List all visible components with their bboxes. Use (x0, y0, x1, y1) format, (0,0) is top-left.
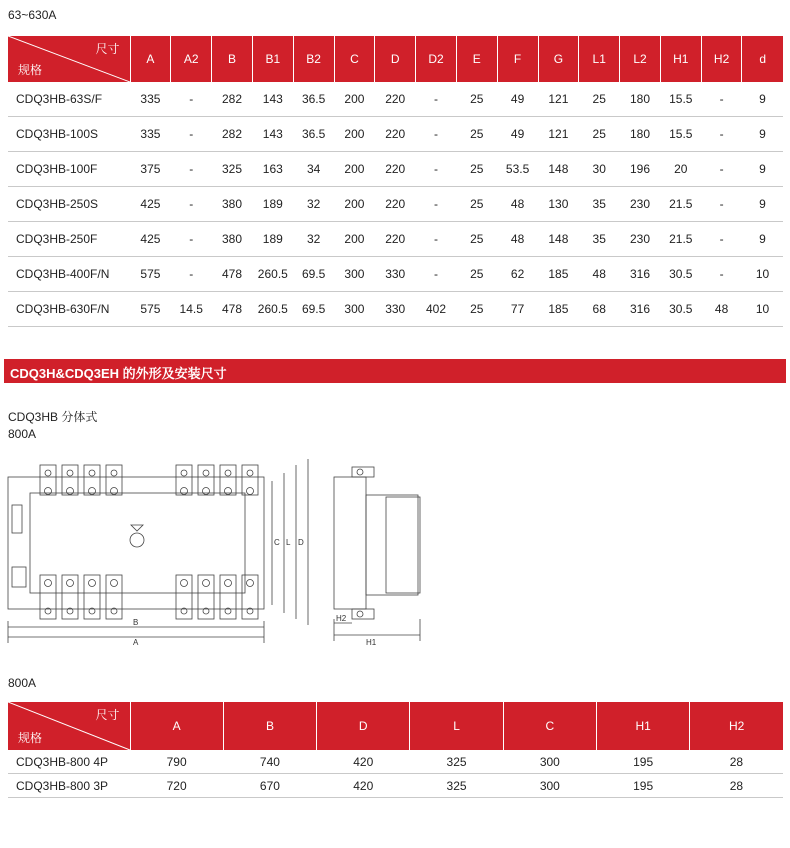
value-cell: 720 (130, 774, 223, 798)
value-cell: 330 (375, 257, 416, 292)
value-cell: 121 (538, 117, 579, 152)
model-cell: CDQ3HB-800 4P (8, 750, 130, 774)
value-cell: 260.5 (252, 292, 293, 327)
value-cell: 163 (252, 152, 293, 187)
model-cell: CDQ3HB-400F/N (8, 257, 130, 292)
side-view (334, 467, 420, 641)
value-cell: 30.5 (660, 292, 701, 327)
value-cell: 25 (456, 152, 497, 187)
value-cell: 200 (334, 187, 375, 222)
model-cell: CDQ3HB-100F (8, 152, 130, 187)
value-cell: 48 (497, 222, 538, 257)
section-label-63-630a: 63~630A (8, 8, 57, 22)
value-cell: 200 (334, 222, 375, 257)
value-cell: 282 (212, 82, 253, 117)
value-cell: 330 (375, 292, 416, 327)
value-cell: 32 (293, 187, 334, 222)
dim-label-h1: H1 (366, 638, 377, 647)
value-cell: 316 (620, 292, 661, 327)
value-cell: - (701, 187, 742, 222)
value-cell: 316 (620, 257, 661, 292)
value-cell: - (171, 117, 212, 152)
value-cell: 20 (660, 152, 701, 187)
table-row (8, 292, 783, 327)
value-cell: 325 (410, 750, 503, 774)
value-cell: - (416, 187, 457, 222)
corner-label-spec: 规格 (18, 63, 43, 77)
value-cell: 143 (252, 82, 293, 117)
value-cell: 230 (620, 187, 661, 222)
value-cell: 9 (742, 117, 783, 152)
value-cell: 380 (212, 187, 253, 222)
value-cell: 425 (130, 187, 171, 222)
column-header: H2 (690, 702, 783, 750)
value-cell: 300 (503, 750, 596, 774)
table-row (8, 152, 783, 187)
value-cell: 200 (334, 82, 375, 117)
value-cell: 185 (538, 257, 579, 292)
section-label-800a: 800A (8, 427, 37, 441)
value-cell: 130 (538, 187, 579, 222)
model-cell: CDQ3HB-100S (8, 117, 130, 152)
value-cell: 325 (410, 774, 503, 798)
column-header: B1 (252, 36, 293, 82)
value-cell: 28 (690, 774, 783, 798)
value-cell: 36.5 (293, 117, 334, 152)
dim-label-b: B (133, 618, 139, 627)
value-cell: - (171, 152, 212, 187)
value-cell: 35 (579, 187, 620, 222)
value-cell: 34 (293, 152, 334, 187)
value-cell: 30 (579, 152, 620, 187)
value-cell: 148 (538, 152, 579, 187)
column-header: B2 (293, 36, 334, 82)
value-cell: 575 (130, 257, 171, 292)
spec-table-800a (8, 702, 783, 798)
column-header: L1 (579, 36, 620, 82)
value-cell: 32 (293, 222, 334, 257)
value-cell: 375 (130, 152, 171, 187)
value-cell: 36.5 (293, 82, 334, 117)
value-cell: 195 (596, 750, 689, 774)
value-cell: - (171, 222, 212, 257)
value-cell: 25 (456, 222, 497, 257)
table-corner-header (8, 702, 130, 750)
dim-label-h2: H2 (336, 614, 347, 623)
value-cell: 14.5 (171, 292, 212, 327)
column-header: H1 (660, 36, 701, 82)
value-cell: 420 (317, 750, 410, 774)
table-row (8, 117, 783, 152)
value-cell: 35 (579, 222, 620, 257)
value-cell: 21.5 (660, 187, 701, 222)
value-cell: 10 (742, 292, 783, 327)
dimension-drawing (0, 455, 470, 655)
column-header: C (503, 702, 596, 750)
column-header: E (456, 36, 497, 82)
value-cell: 196 (620, 152, 661, 187)
value-cell: - (171, 257, 212, 292)
table-row (8, 257, 783, 292)
value-cell: 380 (212, 222, 253, 257)
value-cell: - (171, 82, 212, 117)
banner-title: CDQ3H&CDQ3EH 的外形及安装尺寸 (10, 366, 227, 381)
value-cell: 300 (503, 774, 596, 798)
model-cell: CDQ3HB-250S (8, 187, 130, 222)
value-cell: - (416, 222, 457, 257)
column-header: A2 (171, 36, 212, 82)
value-cell: 189 (252, 222, 293, 257)
value-cell: 189 (252, 187, 293, 222)
value-cell: 200 (334, 152, 375, 187)
column-header: D (317, 702, 410, 750)
value-cell: 69.5 (293, 257, 334, 292)
value-cell: 48 (701, 292, 742, 327)
value-cell: 420 (317, 774, 410, 798)
column-header: F (497, 36, 538, 82)
value-cell: 49 (497, 82, 538, 117)
value-cell: 220 (375, 152, 416, 187)
value-cell: 575 (130, 292, 171, 327)
value-cell: 77 (497, 292, 538, 327)
value-cell: 9 (742, 222, 783, 257)
value-cell: 28 (690, 750, 783, 774)
corner-label-size: 尺寸 (95, 708, 120, 722)
corner-label-spec: 规格 (18, 731, 43, 745)
dim-label-a: A (133, 638, 139, 647)
value-cell: 220 (375, 222, 416, 257)
value-cell: 180 (620, 117, 661, 152)
dim-label-l: L (286, 538, 291, 547)
column-header: D (375, 36, 416, 82)
value-cell: 25 (456, 187, 497, 222)
value-cell: 200 (334, 117, 375, 152)
column-header: H1 (596, 702, 689, 750)
value-cell: 670 (223, 774, 316, 798)
value-cell: - (701, 82, 742, 117)
value-cell: - (416, 257, 457, 292)
value-cell: 49 (497, 117, 538, 152)
value-cell: 25 (456, 82, 497, 117)
section-banner (4, 359, 786, 383)
column-header: G (538, 36, 579, 82)
value-cell: 121 (538, 82, 579, 117)
table-row (8, 82, 783, 117)
dim-label-d: D (298, 538, 304, 547)
value-cell: 335 (130, 117, 171, 152)
table-corner-header (8, 36, 130, 82)
value-cell: - (701, 152, 742, 187)
value-cell: 300 (334, 292, 375, 327)
value-cell: 48 (497, 187, 538, 222)
value-cell: 62 (497, 257, 538, 292)
value-cell: 790 (130, 750, 223, 774)
value-cell: 9 (742, 152, 783, 187)
value-cell: 69.5 (293, 292, 334, 327)
column-header: d (742, 36, 783, 82)
value-cell: 143 (252, 117, 293, 152)
value-cell: - (701, 257, 742, 292)
column-header: C (334, 36, 375, 82)
value-cell: 478 (212, 292, 253, 327)
column-header: L2 (620, 36, 661, 82)
value-cell: 260.5 (252, 257, 293, 292)
value-cell: - (416, 117, 457, 152)
value-cell: - (171, 187, 212, 222)
dim-label-c: C (274, 538, 280, 547)
value-cell: 68 (579, 292, 620, 327)
value-cell: 335 (130, 82, 171, 117)
value-cell: 25 (579, 117, 620, 152)
value-cell: 740 (223, 750, 316, 774)
value-cell: - (701, 222, 742, 257)
value-cell: - (416, 152, 457, 187)
value-cell: 425 (130, 222, 171, 257)
value-cell: 478 (212, 257, 253, 292)
value-cell: 300 (334, 257, 375, 292)
value-cell: 220 (375, 82, 416, 117)
table-row (8, 187, 783, 222)
column-header: B (223, 702, 316, 750)
column-header: L (410, 702, 503, 750)
value-cell: 48 (579, 257, 620, 292)
table-row (8, 750, 783, 774)
value-cell: 25 (579, 82, 620, 117)
value-cell: 15.5 (660, 82, 701, 117)
value-cell: 282 (212, 117, 253, 152)
value-cell: 25 (456, 292, 497, 327)
value-cell: 25 (456, 257, 497, 292)
table-row (8, 774, 783, 798)
value-cell: 220 (375, 117, 416, 152)
value-cell: 325 (212, 152, 253, 187)
model-cell: CDQ3HB-63S/F (8, 82, 130, 117)
value-cell: - (416, 82, 457, 117)
value-cell: 30.5 (660, 257, 701, 292)
value-cell: 9 (742, 187, 783, 222)
value-cell: 148 (538, 222, 579, 257)
value-cell: 53.5 (497, 152, 538, 187)
value-cell: 9 (742, 82, 783, 117)
spec-table-63-630a (8, 36, 783, 327)
section-label-800a-table: 800A (8, 676, 37, 690)
column-header: H2 (701, 36, 742, 82)
value-cell: 230 (620, 222, 661, 257)
value-cell: 220 (375, 187, 416, 222)
column-header: D2 (416, 36, 457, 82)
value-cell: 402 (416, 292, 457, 327)
column-header: B (212, 36, 253, 82)
subsection-title: CDQ3HB 分体式 (8, 410, 98, 424)
value-cell: 180 (620, 82, 661, 117)
column-header: A (130, 36, 171, 82)
front-view (8, 459, 308, 643)
model-cell: CDQ3HB-250F (8, 222, 130, 257)
column-header: A (130, 702, 223, 750)
value-cell: 195 (596, 774, 689, 798)
table-row (8, 222, 783, 257)
value-cell: 10 (742, 257, 783, 292)
corner-label-size: 尺寸 (95, 42, 120, 56)
value-cell: 25 (456, 117, 497, 152)
model-cell: CDQ3HB-630F/N (8, 292, 130, 327)
value-cell: 185 (538, 292, 579, 327)
value-cell: 21.5 (660, 222, 701, 257)
value-cell: 15.5 (660, 117, 701, 152)
model-cell: CDQ3HB-800 3P (8, 774, 130, 798)
value-cell: - (701, 117, 742, 152)
